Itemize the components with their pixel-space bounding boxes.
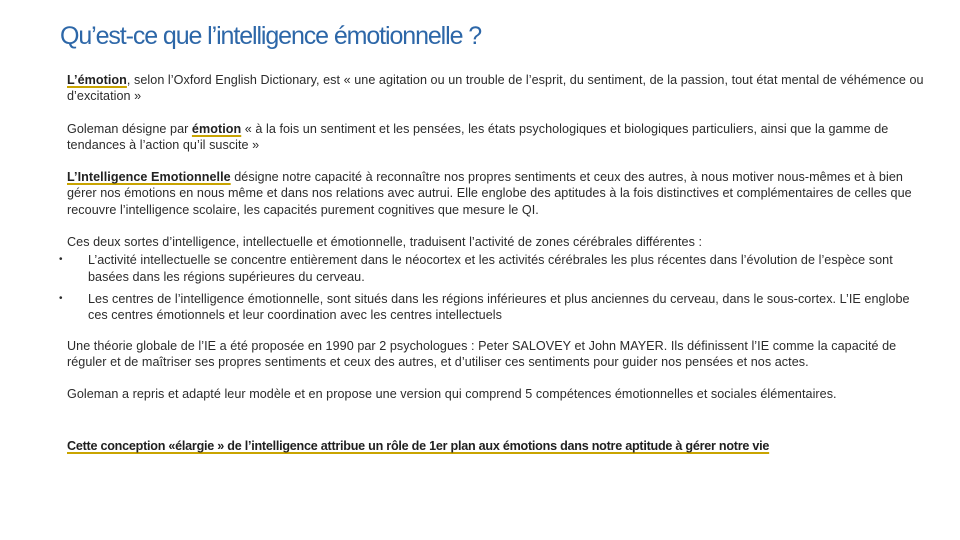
- definition-emotion: [67, 72, 925, 105]
- list-item: [59, 252, 925, 285]
- conclusion: Cette conception «élargie » de l’intelligence attribue un rôle de 1er plan aux émotions dans notre aptitude à gérer notre vie: [67, 439, 770, 454]
- bullet-icon: •: [59, 292, 63, 304]
- theory-paragraph: Une théorie globale de l’IE a été proposée en 1990 par 2 psychologues : Peter SALOVEY et John MAYER. Ils définissent l’IE comme la capacité de réguler et de maîtriser ses propres sentiments et ceux des autres, et d’utiliser ces sentiments pour guider nos pensées et nos actes.: [67, 338, 897, 369]
- bullet-text: Les centres de l’intelligence émotionnelle, sont situés dans les régions inférieures et plus anciennes du cerveau, dans le sous-cortex. L’IE englobe ces centres émotionnels et leur coordination avec les centres intellectuels: [88, 291, 910, 323]
- goleman-definition-after: « à la fois un sentiment et les pensées, les états psychologiques et biologiques particuliers, ainsi que la gamme de tendances à l’action qu’il suscite »: [67, 121, 889, 152]
- slide-title: Qu’est-ce que l’intelligence émotionnelle ?: [60, 22, 482, 50]
- bullet-icon: •: [59, 254, 63, 266]
- bullet-text: L’activité intellectuelle se concentre entièrement dans le néocortex et les activités cérébrales les plus récentes dans l’évolution de l’espèce sont basées dans les régions supérieures du cerveau.: [88, 253, 893, 284]
- definition-emotion-text: , selon l’Oxford English Dictionary, est « une agitation ou un trouble de l’esprit, du sentiment, de la passion, tout état mental de véhémence ou d’excitation »: [67, 73, 924, 104]
- definition-ie: [67, 169, 925, 218]
- goleman-definition: [67, 121, 925, 154]
- term-intelligence-emotionnelle: L’Intelligence Emotionnelle: [67, 170, 231, 185]
- intro-bullets: Ces deux sortes d’intelligence, intellectuelle et émotionnelle, traduisent l’activité de zones cérébrales différentes :: [67, 235, 703, 250]
- goleman-definition-before: Goleman désigne par: [67, 121, 192, 136]
- goleman-model-paragraph: Goleman a repris et adapté leur modèle et en propose une version qui comprend 5 compétences émotionnelles et sociales élémentaires.: [67, 387, 837, 402]
- list-item: [59, 291, 925, 324]
- term-emotion: L’émotion: [67, 73, 127, 87]
- term-emotion-goleman: émotion: [191, 121, 242, 136]
- slide-body: [59, 72, 925, 471]
- definition-ie-text: désigne notre capacité à reconnaître nos propres sentiments et ceux des autres, à nous motiver nous-mêmes et à bien gérer nos émotions en nous même et dans nos relations avec autrui. Elle englobe des aptitudes à la fois distinctives et complémentaires de celles que recouvre l’intelligence scolaire, les capacités purement cognitives que mesure le QI.: [67, 170, 912, 217]
- bullet-list: [59, 252, 925, 323]
